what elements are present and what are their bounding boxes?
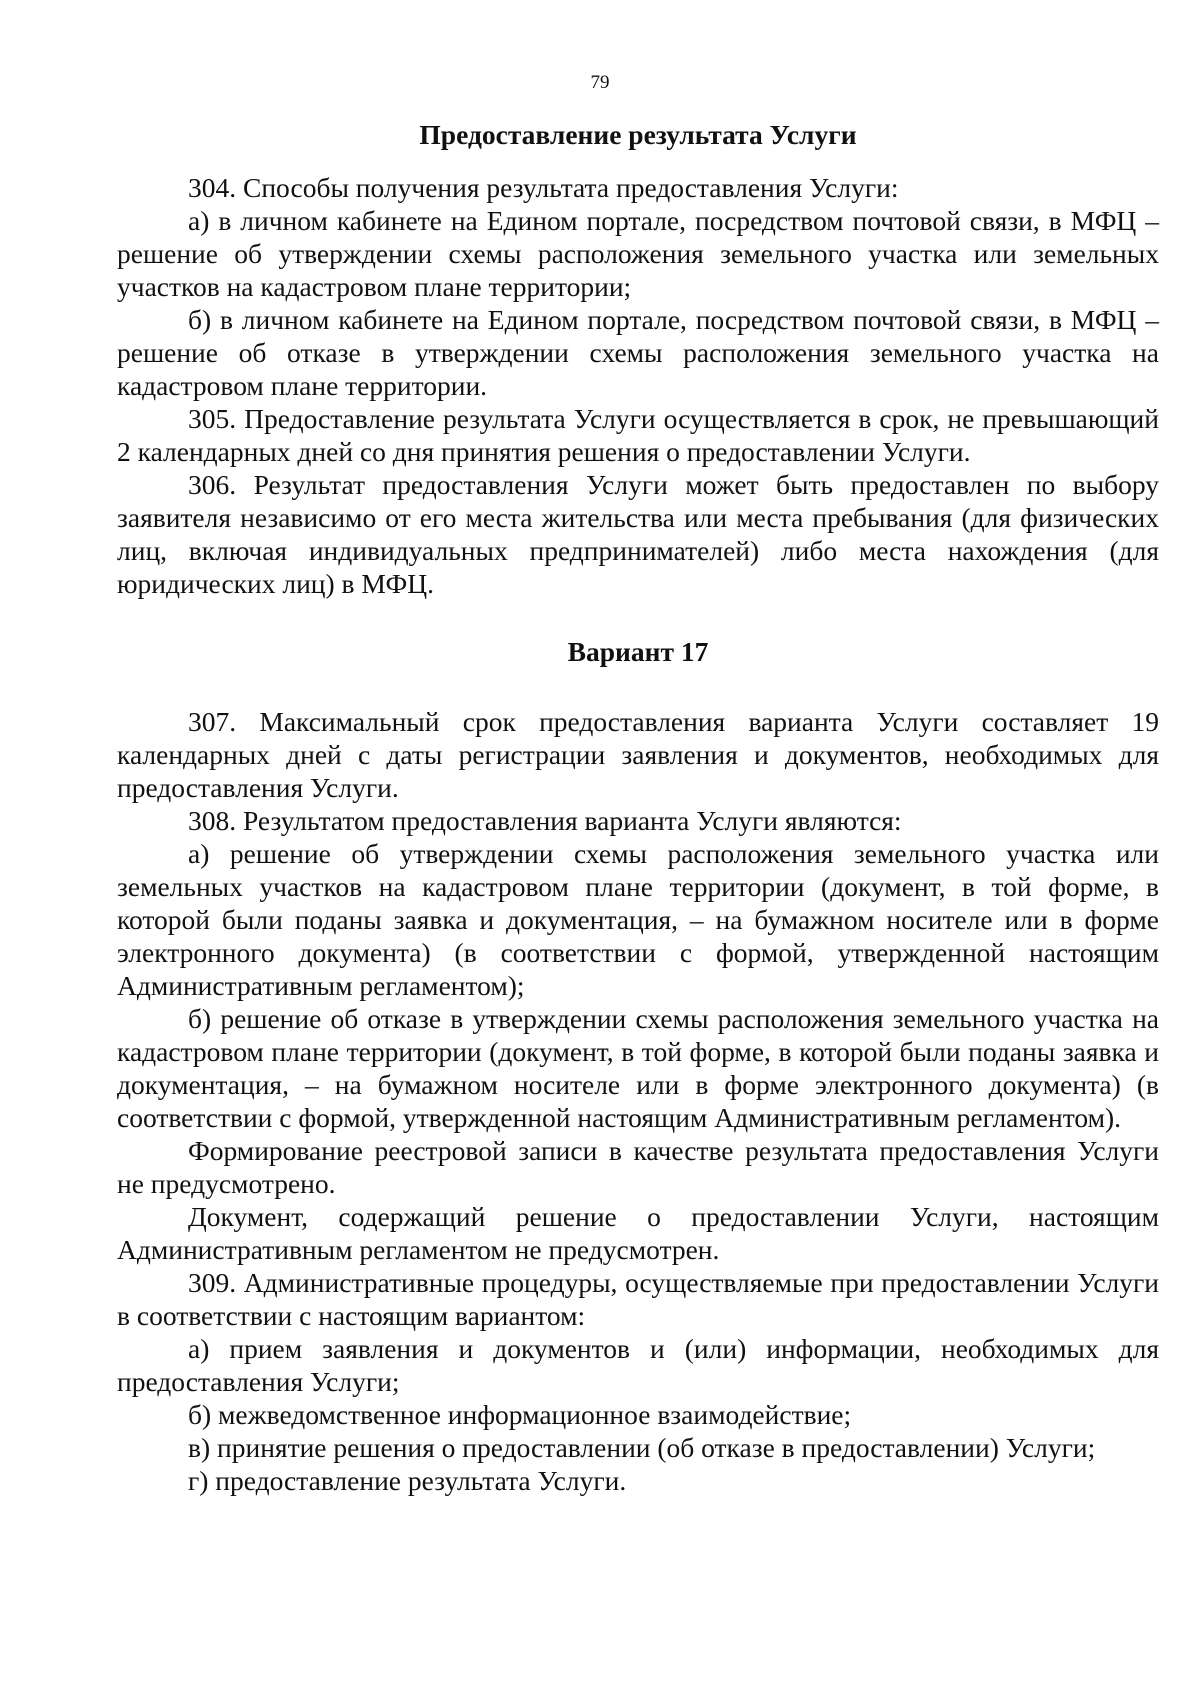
paragraph-309-v: в) принятие решения о предоставлении (об отказе в предоставлении) Услуги;: [188, 1432, 1096, 1463]
section-heading-variant-17: Вариант 17: [567, 636, 709, 667]
paragraph-309: 309. Административные процедуры, осуществляемые при предоставлении Услуги в соответствии с настоящим вариантом:: [117, 1267, 1159, 1331]
paragraph-304-b: б) в личном кабинете на Едином портале, посредством почтовой связи, в МФЦ – решение об отказе в утверждении схемы расположения земельного участка на кадастровом плане территории.: [117, 304, 1159, 401]
section-heading-result: Предоставление результата Услуги: [419, 119, 857, 150]
paragraph-registry-note: Формирование реестровой записи в качестве результата предоставления Услуги не предусмотрено.: [117, 1135, 1159, 1199]
paragraph-304: 304. Способы получения результата предоставления Услуги:: [188, 172, 899, 203]
paragraph-308: 308. Результатом предоставления варианта Услуги являются:: [188, 805, 902, 836]
paragraph-304-a: а) в личном кабинете на Едином портале, посредством почтовой связи, в МФЦ – решение об утверждении схемы расположения земельного участка или земельных участков на кадастровом плане территории;: [117, 205, 1159, 302]
paragraph-309-b: б) межведомственное информационное взаимодействие;: [188, 1399, 852, 1430]
paragraph-308-a: а) решение об утверждении схемы расположения земельного участка или земельных участков на кадастровом плане территории (документ, в той форме, в которой были поданы заявка и документация, – на бумажном носителе или в форме электронного документа) (в соответствии с формой, утвержденной настоящим Административным регламентом);: [117, 838, 1159, 1001]
paragraph-309-g: г) предоставление результата Услуги.: [188, 1465, 627, 1496]
paragraph-307: 307. Максимальный срок предоставления варианта Услуги составляет 19 календарных дней с даты регистрации заявления и документов, необходимых для предоставления Услуги.: [117, 706, 1159, 803]
paragraph-309-a: а) прием заявления и документов и (или) информации, необходимых для предоставления Услуги;: [117, 1333, 1159, 1397]
page-content: [117, 118, 1159, 1497]
page-number: 79: [590, 72, 610, 93]
paragraph-document-note: Документ, содержащий решение о предоставлении Услуги, настоящим Административным регламентом не предусмотрен.: [117, 1201, 1159, 1265]
paragraph-305: 305. Предоставление результата Услуги осуществляется в срок, не превышающий 2 календарных дней со дня принятия решения о предоставлении Услуги.: [117, 403, 1159, 467]
paragraph-308-b: б) решение об отказе в утверждении схемы расположения земельного участка на кадастровом плане территории (документ, в той форме, в которой были поданы заявка и документация, – на бумажном носителе или в форме электронного документа) (в соответствии с формой, утвержденной настоящим Административным регламентом).: [117, 1003, 1159, 1133]
paragraph-306: 306. Результат предоставления Услуги может быть предоставлен по выбору заявителя независимо от его места жительства или места пребывания (для физических лиц, включая индивидуальных предпринимателей) либо места нахождения (для юридических лиц) в МФЦ.: [117, 469, 1159, 599]
